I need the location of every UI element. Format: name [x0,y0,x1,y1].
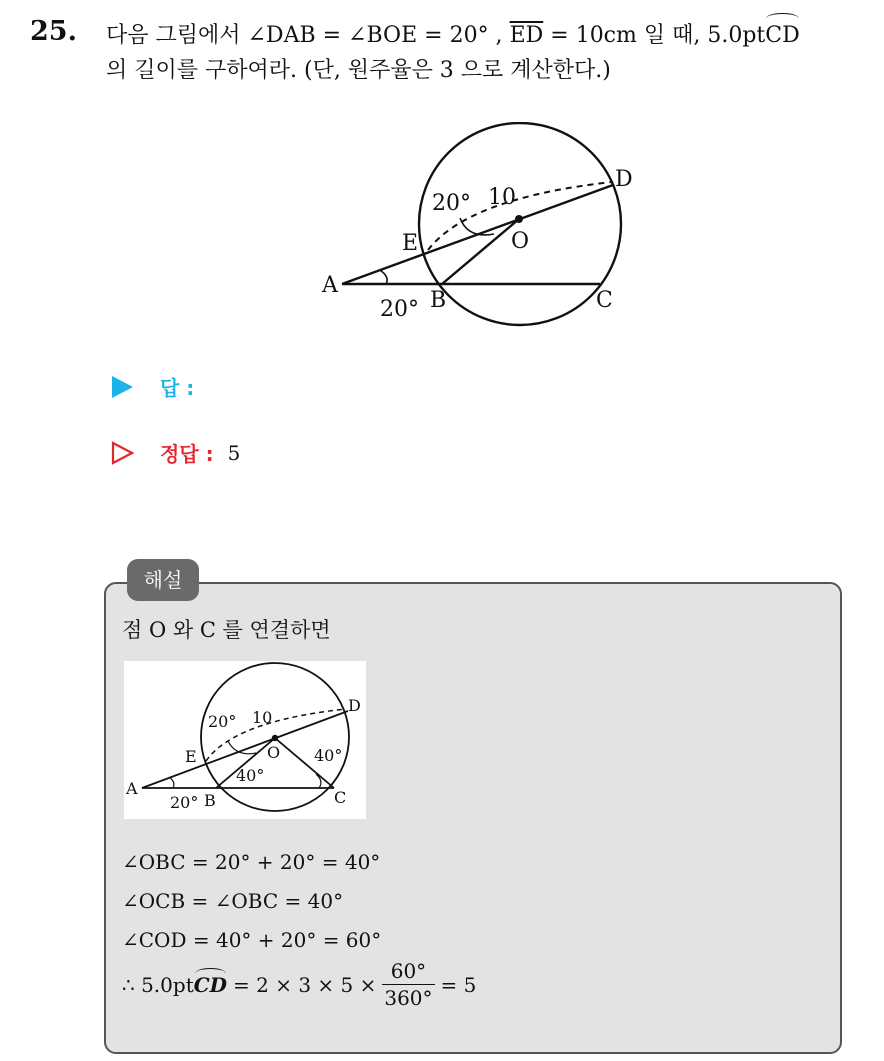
label-angle-obc: 40° [236,766,265,785]
label-angle-ocb: 40° [314,746,343,765]
label-o: O [511,229,530,254]
equation-1: ∠OBC = 20° + 20° = 40° [122,850,381,874]
label-angle-top: 20° [208,712,237,731]
equation-4 [122,958,476,1011]
arc-cd: CD [765,18,799,53]
answer-row [110,372,194,401]
equation-2: ∠OCB = ∠OBC = 40° [122,889,344,913]
fraction [382,958,434,1011]
label-e: E [185,747,197,766]
label-angle-top: 20° [432,191,471,216]
segment-ed: $\overline{ED}$ [509,23,544,48]
fraction-denominator: 360° [384,986,433,1010]
label-a: A [322,273,338,298]
label-o: O [267,743,281,762]
solution-badge: 해설 [127,559,199,601]
circle [419,123,621,325]
play-arrow-icon [110,375,134,399]
line-ob [442,219,519,284]
solution-intro: 점 O 와 C 를 연결하면 [122,618,331,642]
question-line2: 의 길이를 구하여라. (단, 원주율은 3 으로 계산한다.) [106,58,611,83]
solution-figure [124,661,366,819]
label-c: C [334,788,347,807]
label-b: B [204,791,216,810]
angle-mark-a [380,270,387,284]
question-line1-b: = 10cm 일 때, 5.0pt [550,23,766,48]
equation-3: ∠COD = 40° + 20° = 60° [122,928,382,952]
correct-answer-row [110,438,240,467]
question-text [106,18,866,88]
question-number: 25. [30,16,77,47]
label-d: D [348,696,361,715]
label-radius: 10 [488,185,516,210]
equation-4-arc: CD [193,972,227,997]
label-c: C [596,288,613,313]
label-angle-bottom: 20° [380,297,419,322]
correct-answer-label: 정답 : [160,442,214,466]
question-figure [318,122,658,332]
answer-label: 답 : [160,376,195,400]
center-point [515,215,523,223]
play-outline-icon [110,441,134,465]
angle-mark-a [169,777,174,788]
label-e: E [402,231,419,256]
label-radius: 10 [252,708,273,727]
equation-4-end: = 5 [440,972,477,997]
label-a: A [126,779,138,798]
equation-4-prefix: ∴ 5.0pt [122,972,194,997]
correct-answer-value: 5 [227,440,241,465]
label-b: B [430,288,447,313]
fraction-numerator: 60° [390,959,427,983]
label-d: D [615,167,633,192]
center-point [272,735,278,741]
label-angle-bottom: 20° [170,793,199,812]
question-line1-a: 다음 그림에서 ∠DAB = ∠BOE = 20° , [106,23,503,48]
equation-4-mid: = 2 × 3 × 5 × [233,972,377,997]
